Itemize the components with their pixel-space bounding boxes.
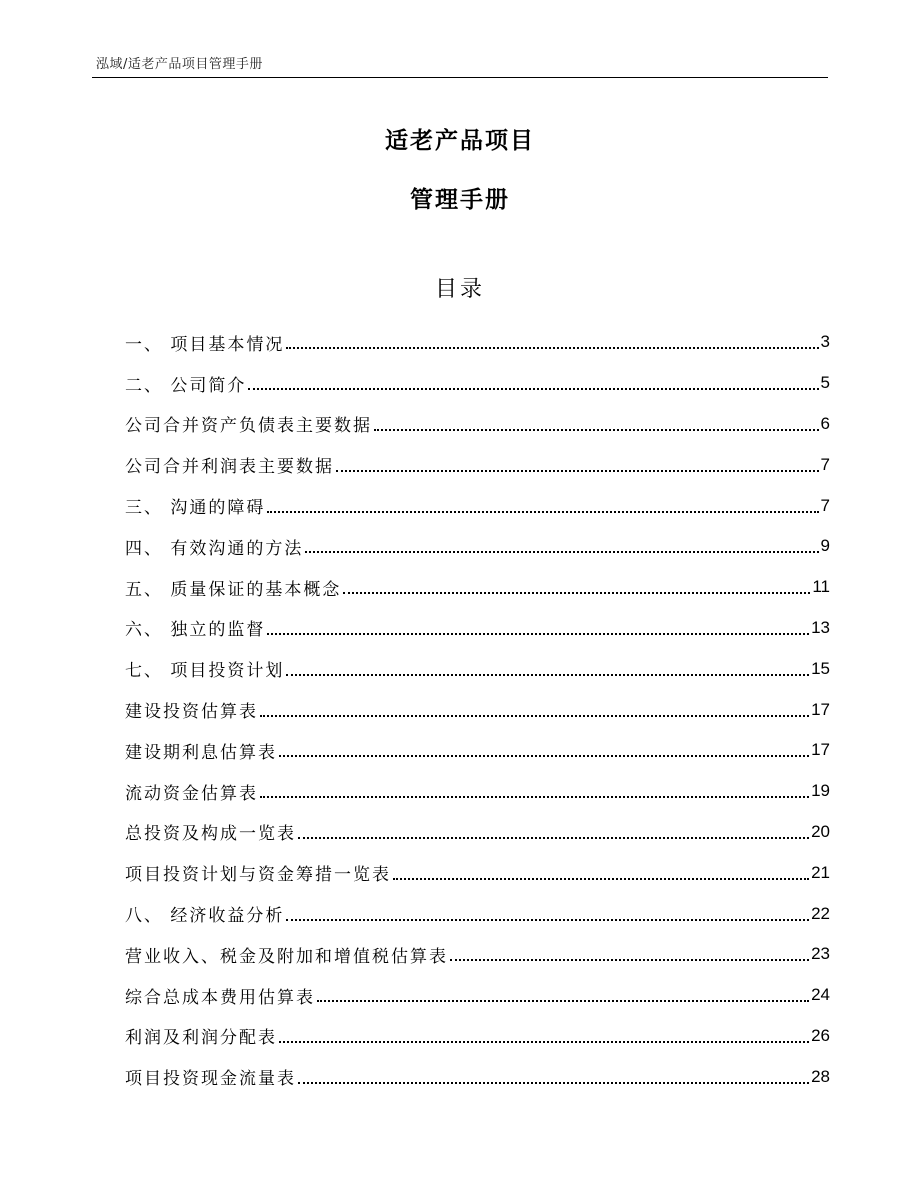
toc-heading: 目录 xyxy=(434,277,485,302)
toc-entry[interactable] xyxy=(125,1016,830,1057)
document-title-line-2: 管理手册 xyxy=(410,187,510,213)
toc-entry[interactable] xyxy=(125,934,830,975)
toc-dot-leader xyxy=(317,1000,809,1002)
toc-entry[interactable] xyxy=(125,404,830,445)
toc-entry[interactable] xyxy=(125,730,830,771)
toc-entry-label[interactable]: 公司合并利润表主要数据 xyxy=(125,457,334,478)
table-of-contents xyxy=(125,322,830,1097)
toc-entry-label[interactable]: 一、 项目基本情况 xyxy=(125,334,285,355)
toc-dot-leader xyxy=(343,592,810,594)
toc-dot-leader xyxy=(374,429,819,431)
toc-entry-label[interactable]: 六、 独立的监督 xyxy=(125,620,266,641)
toc-entry-label[interactable]: 利润及利润分配表 xyxy=(125,1028,277,1049)
toc-entry[interactable] xyxy=(125,363,830,404)
header-rule xyxy=(92,77,828,78)
toc-entry-page-number[interactable]: 3 xyxy=(820,332,830,352)
toc-entry-page-number[interactable]: 24 xyxy=(811,985,830,1005)
toc-entry-page-number[interactable]: 26 xyxy=(811,1025,830,1045)
toc-entry-label[interactable]: 项目投资现金流量表 xyxy=(125,1069,296,1090)
toc-dot-leader xyxy=(267,633,809,635)
toc-entry-page-number[interactable]: 22 xyxy=(811,903,830,923)
toc-dot-leader xyxy=(450,959,809,961)
toc-entry-label[interactable]: 营业收入、税金及附加和增值税估算表 xyxy=(125,946,448,967)
toc-entry[interactable] xyxy=(125,771,830,812)
toc-entry-label[interactable]: 建设投资估算表 xyxy=(125,702,258,723)
toc-dot-leader xyxy=(279,755,809,757)
toc-dot-leader xyxy=(298,837,809,839)
toc-entry-label[interactable]: 四、 有效沟通的方法 xyxy=(125,538,304,559)
toc-entry-page-number[interactable]: 7 xyxy=(820,495,830,515)
toc-entry-label[interactable]: 总投资及构成一览表 xyxy=(125,824,296,845)
toc-dot-leader xyxy=(286,347,818,349)
toc-dot-leader xyxy=(393,878,809,880)
toc-entry-label[interactable]: 三、 沟通的障碍 xyxy=(125,498,266,519)
toc-entry-page-number[interactable]: 6 xyxy=(820,413,830,433)
document-title-line-1: 适老产品项目 xyxy=(385,128,535,154)
toc-entry-label[interactable]: 流动资金估算表 xyxy=(125,783,258,804)
toc-entry-page-number[interactable]: 19 xyxy=(811,781,830,801)
toc-entry[interactable] xyxy=(125,526,830,567)
toc-entry-page-number[interactable]: 28 xyxy=(811,1066,830,1086)
toc-entry[interactable] xyxy=(125,485,830,526)
toc-entry-label[interactable]: 二、 公司简介 xyxy=(125,375,247,396)
running-header: 泓域/适老产品项目管理手册 xyxy=(96,57,263,72)
toc-entry-page-number[interactable]: 21 xyxy=(811,862,830,882)
toc-entry-page-number[interactable]: 7 xyxy=(820,454,830,474)
toc-entry-page-number[interactable]: 17 xyxy=(811,740,830,760)
toc-dot-leader xyxy=(260,796,809,798)
toc-entry[interactable] xyxy=(125,608,830,649)
toc-entry-page-number[interactable]: 9 xyxy=(820,536,830,556)
toc-entry[interactable] xyxy=(125,444,830,485)
toc-dot-leader xyxy=(279,1041,809,1043)
toc-entry-page-number[interactable]: 17 xyxy=(811,699,830,719)
toc-entry[interactable] xyxy=(125,852,830,893)
toc-entry-page-number[interactable]: 20 xyxy=(811,821,830,841)
toc-dot-leader xyxy=(248,388,818,390)
toc-dot-leader xyxy=(286,919,809,921)
toc-dot-leader xyxy=(305,551,818,553)
toc-dot-leader xyxy=(286,674,809,676)
toc-entry-label[interactable]: 五、 质量保证的基本概念 xyxy=(125,579,342,600)
toc-entry-label[interactable]: 八、 经济收益分析 xyxy=(125,906,285,927)
toc-entry-label[interactable]: 建设期利息估算表 xyxy=(125,742,277,763)
toc-entry-label[interactable]: 七、 项目投资计划 xyxy=(125,661,285,682)
toc-entry-label[interactable]: 公司合并资产负债表主要数据 xyxy=(125,416,372,437)
toc-entry[interactable] xyxy=(125,648,830,689)
toc-entry[interactable] xyxy=(125,975,830,1016)
toc-dot-leader xyxy=(260,715,809,717)
toc-entry[interactable] xyxy=(125,1056,830,1097)
toc-entry[interactable] xyxy=(125,322,830,363)
toc-entry-label[interactable]: 项目投资计划与资金筹措一览表 xyxy=(125,865,391,886)
toc-entry[interactable] xyxy=(125,893,830,934)
toc-entry[interactable] xyxy=(125,812,830,853)
toc-dot-leader xyxy=(298,1082,809,1084)
toc-entry-page-number[interactable]: 11 xyxy=(812,577,830,597)
toc-dot-leader xyxy=(336,470,819,472)
toc-entry[interactable] xyxy=(125,689,830,730)
toc-dot-leader xyxy=(267,511,818,513)
toc-entry-page-number[interactable]: 15 xyxy=(811,658,830,678)
toc-entry-page-number[interactable]: 23 xyxy=(811,944,830,964)
toc-entry-label[interactable]: 综合总成本费用估算表 xyxy=(125,987,315,1008)
toc-entry[interactable] xyxy=(125,567,830,608)
toc-entry-page-number[interactable]: 5 xyxy=(820,373,830,393)
toc-entry-page-number[interactable]: 13 xyxy=(811,617,830,637)
